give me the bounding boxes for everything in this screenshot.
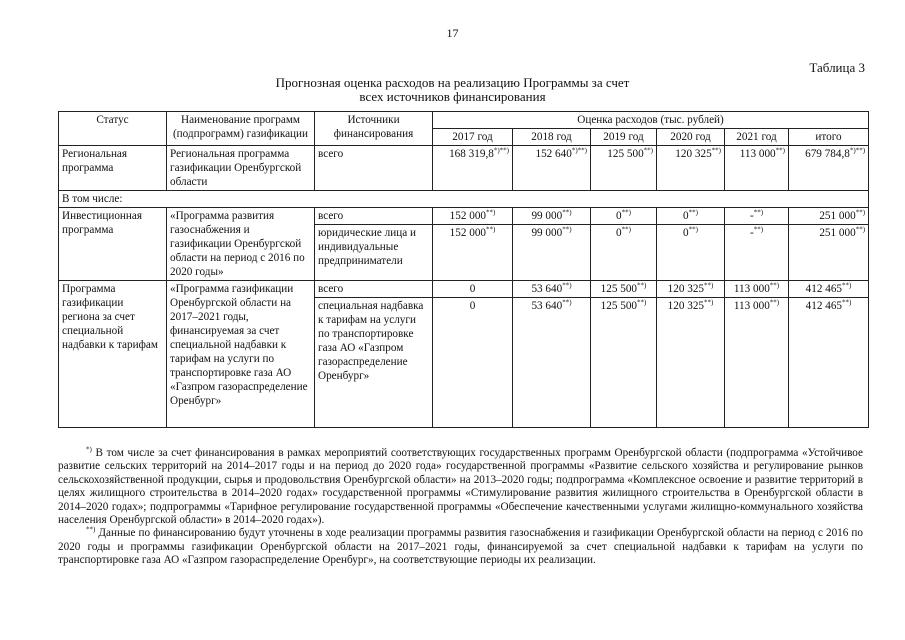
header-status: Статус [59, 112, 167, 146]
table-row [59, 281, 869, 298]
status-cell: Региональная программа [59, 146, 167, 191]
value-2019: 0**) [591, 208, 657, 225]
status-cell: Инвестиционная программа [59, 208, 167, 281]
header-2018: 2018 год [513, 129, 591, 146]
value-2020: 120 325**) [657, 298, 725, 428]
value-2017: 0 [433, 281, 513, 298]
value-2019: 125 500**) [591, 298, 657, 428]
value-2019: 125 500**) [591, 146, 657, 191]
value-total: 251 000**) [789, 225, 869, 281]
value-2020: 120 325**) [657, 281, 725, 298]
source-cell: специальная надбавка к тарифам на услуги по транспортировке газа АО «Газпром газораспределение Оренбург» [315, 298, 433, 428]
footnote-2-mark: **) [86, 525, 96, 534]
value-2018: 99 000**) [513, 225, 591, 281]
value-2017: 168 319,8*)**) [433, 146, 513, 191]
including-label: В том числе: [59, 191, 869, 208]
header-2019: 2019 год [591, 129, 657, 146]
value-total: 679 784,8*)**) [789, 146, 869, 191]
page-number: 17 [446, 26, 459, 40]
value-2021: 113 000**) [725, 298, 789, 428]
header-2021: 2021 год [725, 129, 789, 146]
value-2018: 99 000**) [513, 208, 591, 225]
source-cell: всего [315, 281, 433, 298]
footnote-2 [58, 527, 863, 567]
footnotes [58, 447, 863, 568]
value-2019: 125 500**) [591, 281, 657, 298]
value-total: 412 465**) [789, 298, 869, 428]
title-line-1: Прогнозная оценка расходов на реализацию Программы за счет [275, 75, 630, 90]
expense-table [58, 111, 869, 428]
table-row [59, 191, 869, 208]
status-cell: Программа газификации региона за счет специальной надбавки к тарифам [59, 281, 167, 428]
header-sources: Источники финансирования [315, 112, 433, 146]
source-cell: всего [315, 208, 433, 225]
header-2017: 2017 год [433, 129, 513, 146]
header-total: итого [789, 129, 869, 146]
value-total: 251 000**) [789, 208, 869, 225]
footnote-1-text: В том числе за счет финансирования в рамках мероприятий соответствующих государственных программ Оренбургской области (подпрограмма «Устойчивое развитие сельских территорий на 2014–2017 годы и на период до 2020 года» государственной программы «Развитие сельского хозяйства и регулирование рынков сельскохозяйственной продукции, сырья и продовольствия Оренбургской области» на 2013–2020 годы; подпрограмма «Комплексное освоение и развитие территорий в целях жилищного строительства в 2014–2020 годах» государственной программы «Стимулирование развития жилищного строительства в Оренбургской области в 2014–2020 годах»; подпрограммы «Тарифное регулирование государственной программы «Обеспечение качественными услугами жилищно-коммунального хозяйства населения Оренбургской области» в 2014–2020 годах»). [58, 447, 863, 527]
source-cell: юридические лица и индивидуальные предприниматели [315, 225, 433, 281]
value-2020: 0**) [657, 208, 725, 225]
value-2021: 113 000**) [725, 146, 789, 191]
title-line-2: всех источников финансирования [359, 89, 546, 104]
header-name: Наименование программ (подпрограмм) газификации [167, 112, 315, 146]
name-cell: «Программа развития газоснабжения и газификации Оренбургской области на период с 2016 по 2020 годы» [167, 208, 315, 281]
header-estimate: Оценка расходов (тыс. рублей) [433, 112, 869, 129]
value-2021: -**) [725, 225, 789, 281]
value-2018: 152 640*)**) [513, 146, 591, 191]
value-2020: 120 325**) [657, 146, 725, 191]
table-row [59, 208, 869, 225]
value-2017: 0 [433, 298, 513, 428]
footnote-1 [58, 447, 863, 527]
value-2018: 53 640**) [513, 281, 591, 298]
table-label: Таблица 3 [809, 60, 865, 75]
value-2017: 152 000**) [433, 208, 513, 225]
footnote-2-text: Данные по финансированию будут уточнены в ходе реализации программы развития газоснабжения и газификации Оренбургской области на период с 2016 по 2020 годы и программы газификации Оренбургской области на 2017–2021 годы, финансируемой за счет специальной надбавки к тарифам на услуги по транспортировке газа АО «Газпром газораспределение Оренбург», на соответствующие периоды их реализации. [58, 527, 863, 567]
name-cell: Региональная программа газификации Оренбургской области [167, 146, 315, 191]
footnote-1-mark: *) [86, 445, 92, 454]
value-2020: 0**) [657, 225, 725, 281]
table-title [0, 76, 905, 104]
table-row [59, 146, 869, 191]
value-total: 412 465**) [789, 281, 869, 298]
value-2021: -**) [725, 208, 789, 225]
header-2020: 2020 год [657, 129, 725, 146]
value-2018: 53 640**) [513, 298, 591, 428]
value-2019: 0**) [591, 225, 657, 281]
value-2021: 113 000**) [725, 281, 789, 298]
source-cell: всего [315, 146, 433, 191]
name-cell: «Программа газификации Оренбургской области на 2017–2021 годы, финансируемая за счет специальной надбавки к тарифам на услуги по транспортировке газа АО «Газпром газораспределение Оренбург» [167, 281, 315, 428]
value-2017: 152 000**) [433, 225, 513, 281]
